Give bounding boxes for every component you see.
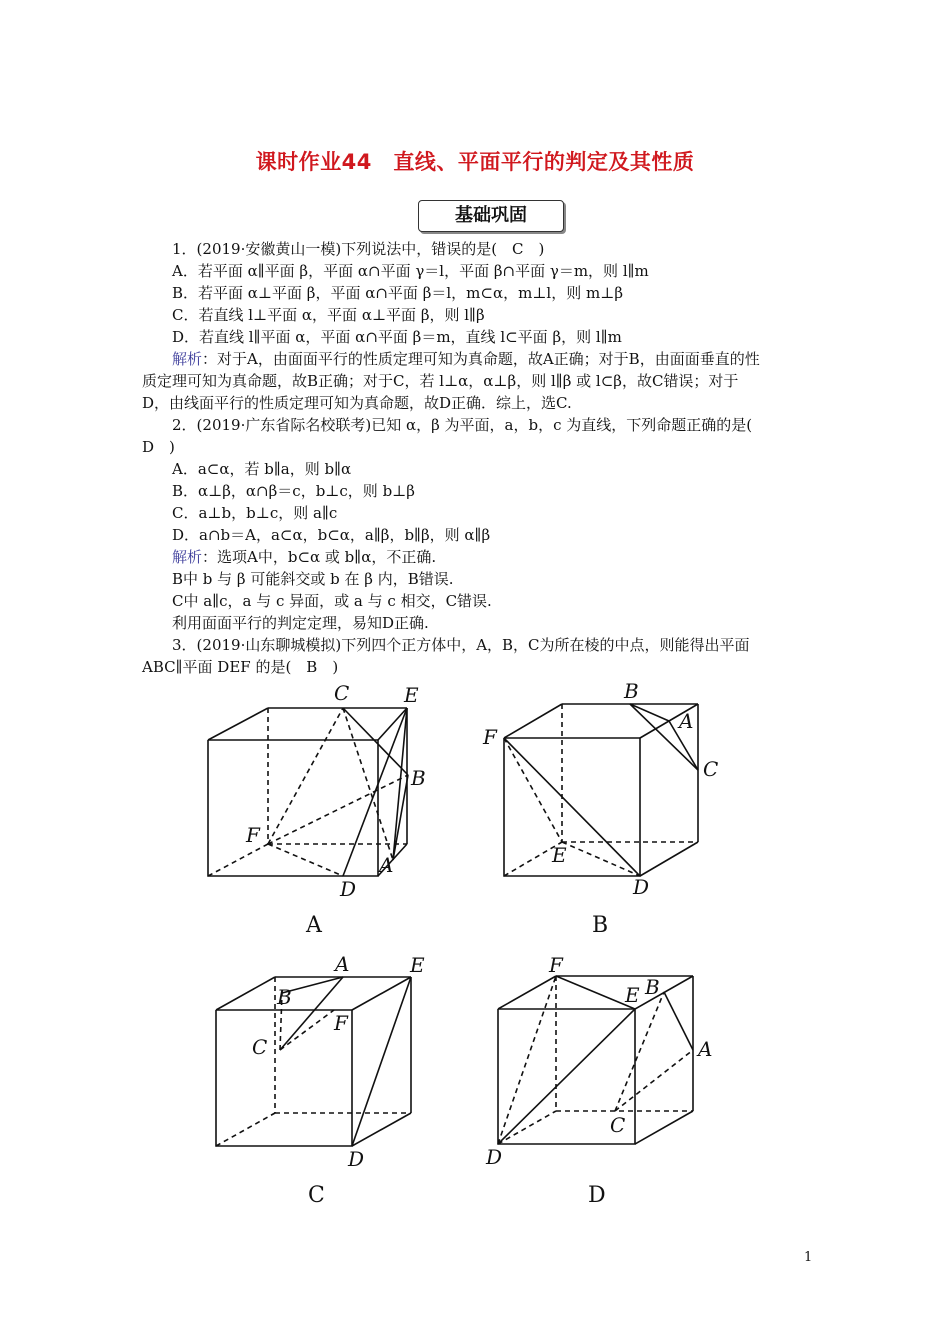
q2-option-c: C．a⊥b，b⊥c，则 a∥c: [172, 504, 338, 522]
fig-b-label-3: F: [483, 725, 497, 749]
fig-d-label-2: E: [625, 983, 640, 1007]
fig-c-label-5: C: [252, 1035, 268, 1059]
q1-option-d: D．若直线 l∥平面 α，平面 α∩平面 β＝m，直线 l⊂平面 β，则 l∥m: [172, 328, 622, 346]
fig-c-label-4: F: [334, 1011, 348, 1035]
fig-c-caption: C: [308, 1183, 325, 1208]
q2-stem: 2．(2019·广东省际名校联考)已知 α，β 为平面，a，b，c 为直线，下列命题正确的是(: [172, 416, 753, 434]
q1-option-b: B．若平面 α⊥平面 β，平面 α∩平面 β＝l，m⊂α，m⊥l，则 m⊥β: [172, 284, 623, 302]
fig-c-label-6: D: [348, 1147, 365, 1171]
fig-c-label-2: E: [410, 953, 425, 977]
fig-b-label-6: D: [633, 875, 650, 899]
q1-analysis-line2: 质定理可知为真命题，故B正确；对于C，若 l⊥α，α⊥β，则 l∥β 或 l⊂β，故C错误；对于: [142, 372, 739, 390]
fig-b-label-1: B: [624, 679, 639, 703]
fig-d-label-5: C: [610, 1113, 626, 1137]
figure-d: [498, 976, 693, 1144]
section-badge: 基础巩固: [418, 200, 564, 232]
q1-option-a: A．若平面 α∥平面 β，平面 α∩平面 γ＝l，平面 β∩平面 γ＝m，则 l∥m: [172, 262, 649, 280]
fig-a-label-6: D: [340, 877, 357, 901]
q2-analysis-line3: C中 a∥c，a 与 c 异面，或 a 与 c 相交，C错误.: [172, 592, 492, 610]
fig-b-caption: B: [592, 913, 609, 938]
q1-analysis-text: ：对于A，由面面平行的性质定理可知为真命题，故A正确；对于B，由面面垂直的性: [202, 350, 760, 368]
q2-analysis-text: ：选项A中，b⊂α 或 b∥α，不正确.: [202, 548, 437, 566]
fig-a-label-5: A: [379, 853, 394, 877]
fig-d-label-1: F: [549, 953, 563, 977]
q3-stem: 3．(2019·山东聊城模拟)下列四个正方体中，A，B，C为所在棱的中点，则能得出平面: [172, 636, 750, 654]
fig-a-caption: A: [306, 913, 322, 938]
fig-d-label-6: D: [486, 1145, 503, 1169]
fig-b-label-5: E: [552, 843, 567, 867]
figure-a: [208, 708, 408, 876]
analysis-label: 解析: [172, 548, 203, 566]
fig-a-label-3: B: [411, 766, 426, 790]
q2-analysis-line2: B中 b 与 β 可能斜交或 b 在 β 内，B错误.: [172, 570, 454, 588]
analysis-label: 解析: [172, 350, 203, 368]
q2-option-b: B．α⊥β，α∩β＝c，b⊥c，则 b⊥β: [172, 482, 415, 500]
page-title: 课时作业44 直线、平面平行的判定及其性质: [255, 150, 695, 174]
fig-a-label-2: E: [404, 683, 419, 707]
q2-analysis-line4: 利用面面平行的判定定理，易知D正确.: [172, 614, 429, 632]
fig-b-label-4: C: [703, 757, 719, 781]
fig-a-label-1: C: [334, 681, 350, 705]
figure-b: [504, 704, 698, 876]
fig-d-label-4: A: [698, 1037, 713, 1061]
fig-d-label-3: B: [645, 975, 660, 999]
figure-c: [216, 977, 411, 1146]
q1-analysis-line3: D，由线面平行的性质定理可知为真命题，故D正确．综上，选C.: [142, 394, 572, 412]
fig-a-label-4: F: [246, 823, 260, 847]
fig-c-label-1: A: [335, 952, 350, 976]
q1-option-c: C．若直线 l⊥平面 α，平面 α⊥平面 β，则 l∥β: [172, 306, 485, 324]
q1-stem: 1．(2019·安徽黄山一模)下列说法中，错误的是( C ): [172, 240, 545, 258]
q2-stem-cont: D ): [142, 438, 175, 456]
q2-option-d: D．a∩b＝A，a⊂α，b⊂α，a∥β，b∥β，则 α∥β: [172, 526, 491, 544]
fig-d-caption: D: [588, 1183, 606, 1208]
fig-b-label-2: A: [679, 709, 694, 733]
q3-stem-cont: ABC∥平面 DEF 的是( B ): [142, 658, 339, 676]
fig-c-label-3: B: [277, 985, 292, 1009]
page-number: 1: [804, 1250, 813, 1265]
q2-option-a: A．a⊂α，若 b∥a，则 b∥α: [172, 460, 352, 478]
